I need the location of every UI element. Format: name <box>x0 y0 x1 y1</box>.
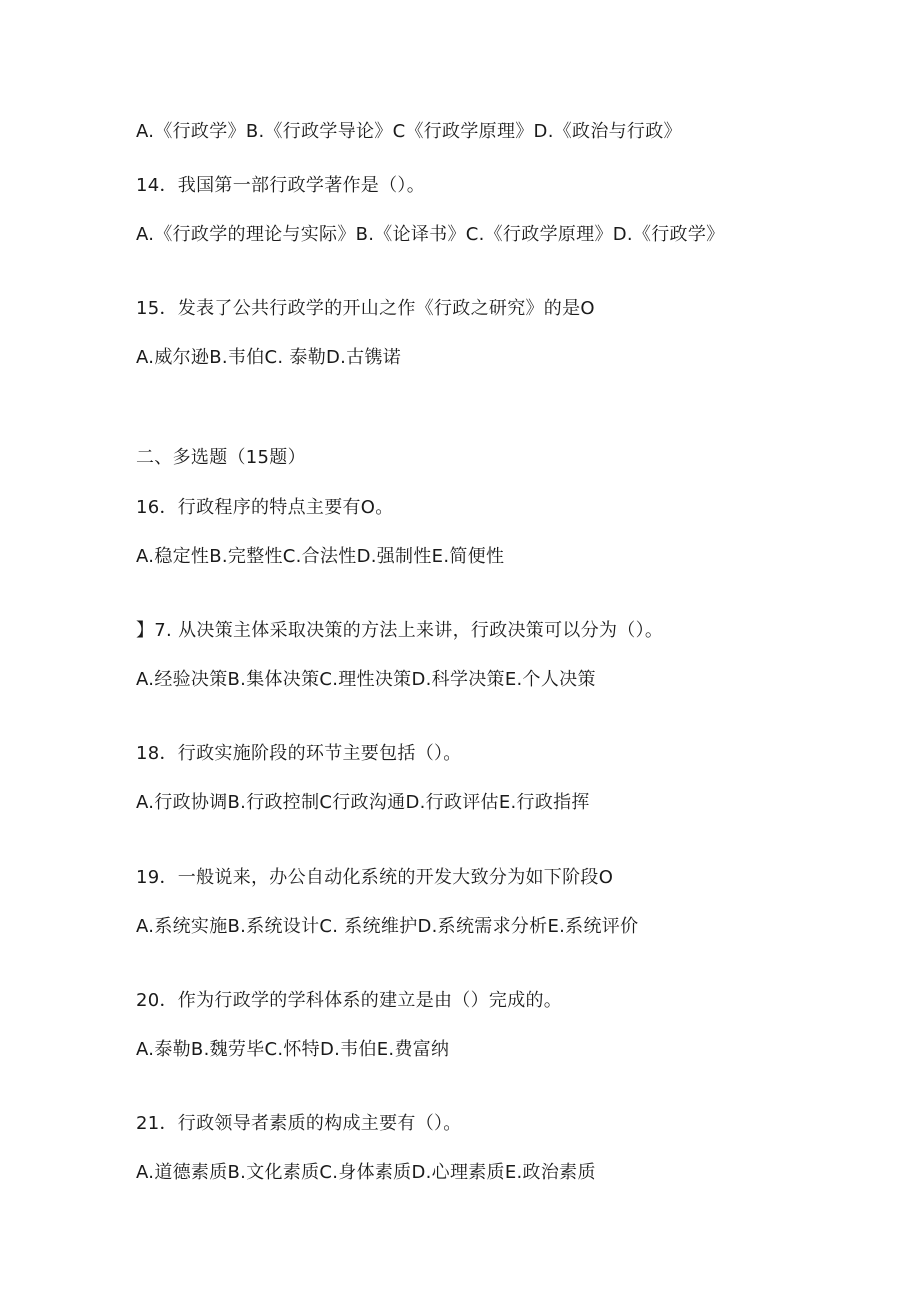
q16-question: 16．行政程序的特点主要有O。 <box>136 497 394 518</box>
q14-options: A.《行政学的理论与实际》B.《论译书》C.《行政学原理》D.《行政学》 <box>136 224 725 245</box>
q21-question: 21．行政领导者素质的构成主要有（）。 <box>136 1113 462 1134</box>
q17-options: A.经验决策B.集体决策C.理性决策D.科学决策E.个人决策 <box>136 669 596 690</box>
q19-options: A.系统实施B.系统设计C. 系统维护D.系统需求分析E.系统评价 <box>136 916 639 937</box>
q15-options: A.威尔逊B.韦伯C. 泰勒D.古镌诺 <box>136 347 402 368</box>
section-heading-multiple-choice: 二、多选题（15题） <box>136 447 306 468</box>
q17-question: 】7. 从决策主体采取决策的方法上来讲，行政决策可以分为（）。 <box>136 620 664 641</box>
q18-question: 18．行政实施阶段的环节主要包括（）。 <box>136 743 462 764</box>
q21-options: A.道德素质B.文化素质C.身体素质D.心理素质E.政治素质 <box>136 1162 596 1183</box>
q20-options: A.泰勒B.魏劳毕C.怀特D.韦伯E.费富纳 <box>136 1039 450 1060</box>
q14-question: 14．我国第一部行政学著作是（）。 <box>136 175 426 196</box>
q19-question: 19．一般说来，办公自动化系统的开发大致分为如下阶段O <box>136 867 614 888</box>
q16-options: A.稳定性B.完整性C.合法性D.强制性E.简便性 <box>136 546 505 567</box>
q15-question: 15．发表了公共行政学的开山之作《行政之研究》的是O <box>136 298 595 319</box>
q18-options: A.行政协调B.行政控制C行政沟通D.行政评估E.行政指挥 <box>136 792 590 813</box>
q13-options: A.《行政学》B.《行政学导论》C《行政学原理》D.《政治与行政》 <box>136 121 682 142</box>
q20-question: 20．作为行政学的学科体系的建立是由（）完成的。 <box>136 990 563 1011</box>
